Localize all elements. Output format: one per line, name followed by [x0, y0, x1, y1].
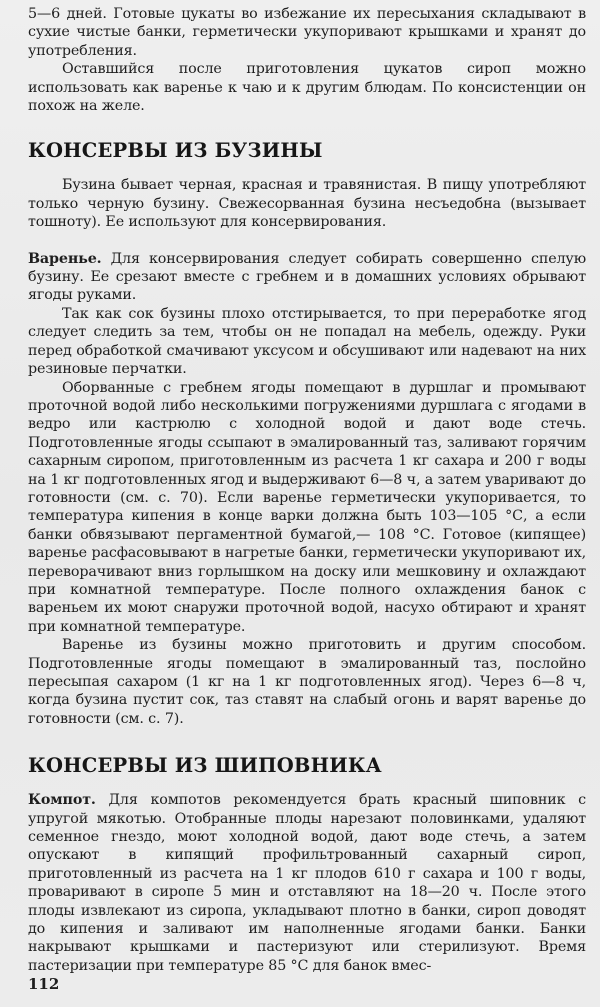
kompot-lead: Компот. — [28, 792, 96, 809]
intro-paragraph-2: Оставшийся после приготовления цукатов сироп можно использовать как варенье к чаю и к другим блюдам. По консистенции он похож на желе. — [28, 61, 586, 115]
varenie-lead: Варенье. — [28, 250, 102, 267]
kompot-paragraph-1 — [28, 791, 586, 975]
section-heading-buzina: КОНСЕРВЫ ИЗ БУЗИНЫ — [28, 139, 323, 163]
spacer — [28, 232, 586, 250]
varenie-paragraph-2: Так как сок бузины плохо отстирывается, то при переработке ягод следует следить за тем, чтобы он не попадал на мебель, одежду. Руки перед обработкой смачивают уксусом и обсушивают или надевают на них резиновые перчатки. — [28, 305, 586, 378]
page-number: 112 — [28, 975, 60, 993]
intro-paragraph-1: 5—6 дней. Готовые цукаты во избежание их пересыхания складывают в сухие чистые банки, герметически укупоривают крышками и хранят до употребления. — [28, 6, 586, 59]
varenie-paragraph-3: Оборванные с гребнем ягоды помещают в дуршлаг и промывают проточной водой либо несколькими погружениями дуршлага с ягодами в ведро или кастрюлю с холодной водой и дают воде стечь. Подготовленные ягоды ссыпают в эмалированный таз, заливают горячим сахарным сиропом, приготовленным из расчета 1 кг сахара и 200 г воды на 1 кг подготовленных ягод и выдерживают 6—8 ч, а затем уваривают до готовности (см. с. 70). Если варенье герметически укупоривается, то температура кипения в конце варки должна быть 103—105 °С, а если банки обвязывают пергаментной бумагой,— 108 °С. Готовое (кипящее) варенье расфасовывают в нагретые банки, герметически укупоривают их, переворачивают вниз горлышком на доску или мешковину и охлаждают при комнатной температуре. После полного охлаждения банок с вареньем их моют снаружи проточной водой, насухо обтирают и хранят при комнатной температуре. — [28, 379, 586, 635]
varenie-paragraph-1 — [28, 250, 586, 305]
varenie-paragraph-4: Варенье из бузины можно приготовить и другим способом. Подготовленные ягоды помещают в эмалированный таз, послойно пересыпая сахаром (1 кг на 1 кг подготовленных ягод). Через 6—8 ч, когда бузина пустит сок, таз ставят на слабый огонь и варят варенье до готовности (см. с. 7). — [28, 637, 586, 727]
section-heading-shipovnik: КОНСЕРВЫ ИЗ ШИПОВНИКА — [28, 754, 382, 778]
kompot-text-1: Для компотов рекомендуется брать красный шиповник с упругой мякотью. Отобранные плоды нарезают половинками, удаляют семенное гнездо, моют холодной водой, дают воде стечь, а затем опускают в кипящий профильтрованный сахарный сироп, приготовленный из расчета на 1 кг плодов 610 г сахара и 100 г воды, проваривают в сиропе 5 мин и отставляют на 18—20 ч. После этого плоды извлекают из сиропа, укладывают плотно в банки, сироп доводят до кипения и заливают им наполненные ягодами банки. Банки накрывают крышками и пастеризуют или стерилизуют. Время пастеризации при температуре 85 °С для банок вмес- — [28, 792, 586, 974]
buzina-intro-paragraph: Бузина бывает черная, красная и травянистая. В пищу употребляют только черную бузину. Свежесорванная бузина несъедобна (вызывает тошноту). Ее используют для консервирования. — [28, 177, 586, 231]
varenie-text-1: Для консервирования следует собирать совершенно спелую бузину. Ее срезают вместе с гребнем и в домашних условиях обрывают ягоды руками. — [28, 250, 586, 304]
